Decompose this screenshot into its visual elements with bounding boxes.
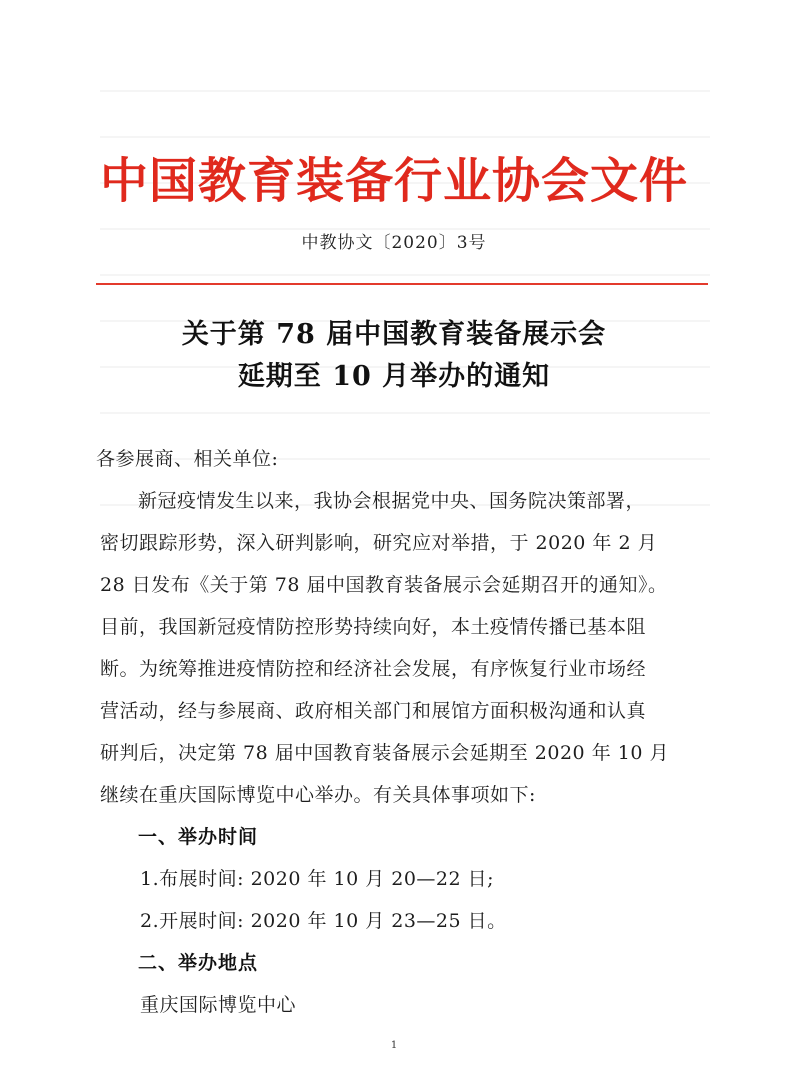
paragraph-line: 研判后，决定第 78 届中国教育装备展示会延期至 2020 年 10 月 bbox=[100, 742, 669, 764]
document-number: 中教协文〔2020〕3号 bbox=[301, 233, 487, 253]
page-number: 1 bbox=[390, 1040, 398, 1051]
paragraph-line: 目前，我国新冠疫情防控形势持续向好，本土疫情传播已基本阻 bbox=[100, 616, 647, 638]
venue-name: 重庆国际博览中心 bbox=[140, 994, 297, 1016]
red-divider-line bbox=[96, 283, 708, 285]
paragraph-line: 断。为统筹推进疫情防控和经济社会发展，有序恢复行业市场经 bbox=[100, 658, 647, 680]
section-heading-place: 二、举办地点 bbox=[138, 952, 259, 974]
paragraph-line: 密切跟踪形势，深入研判影响，研究应对举措，于 2020 年 2 月 bbox=[100, 532, 658, 554]
paragraph-line: 28 日发布《关于第 78 届中国教育装备展示会延期召开的通知》。 bbox=[100, 574, 668, 596]
paragraph-line: 新冠疫情发生以来，我协会根据党中央、国务院决策部署， bbox=[138, 490, 646, 512]
paragraph-line: 营活动，经与参展商、政府相关部门和展馆方面积极沟通和认真 bbox=[100, 700, 647, 722]
paragraph-line: 继续在重庆国际博览中心举办。有关具体事项如下: bbox=[100, 784, 536, 806]
list-item-exhibition-time: 2.开展时间: 2020 年 10 月 23—25 日。 bbox=[140, 910, 507, 932]
salutation: 各参展商、相关单位: bbox=[96, 448, 279, 470]
section-heading-time: 一、举办时间 bbox=[138, 826, 259, 848]
notice-title-line-1: 关于第 78 届中国教育装备展示会 bbox=[181, 319, 607, 350]
list-item-setup-time: 1.布展时间: 2020 年 10 月 20—22 日; bbox=[140, 868, 495, 890]
notice-title-line-2: 延期至 10 月举办的通知 bbox=[237, 361, 551, 392]
document-header-title: 中国教育装备行业协会文件 bbox=[99, 153, 688, 209]
